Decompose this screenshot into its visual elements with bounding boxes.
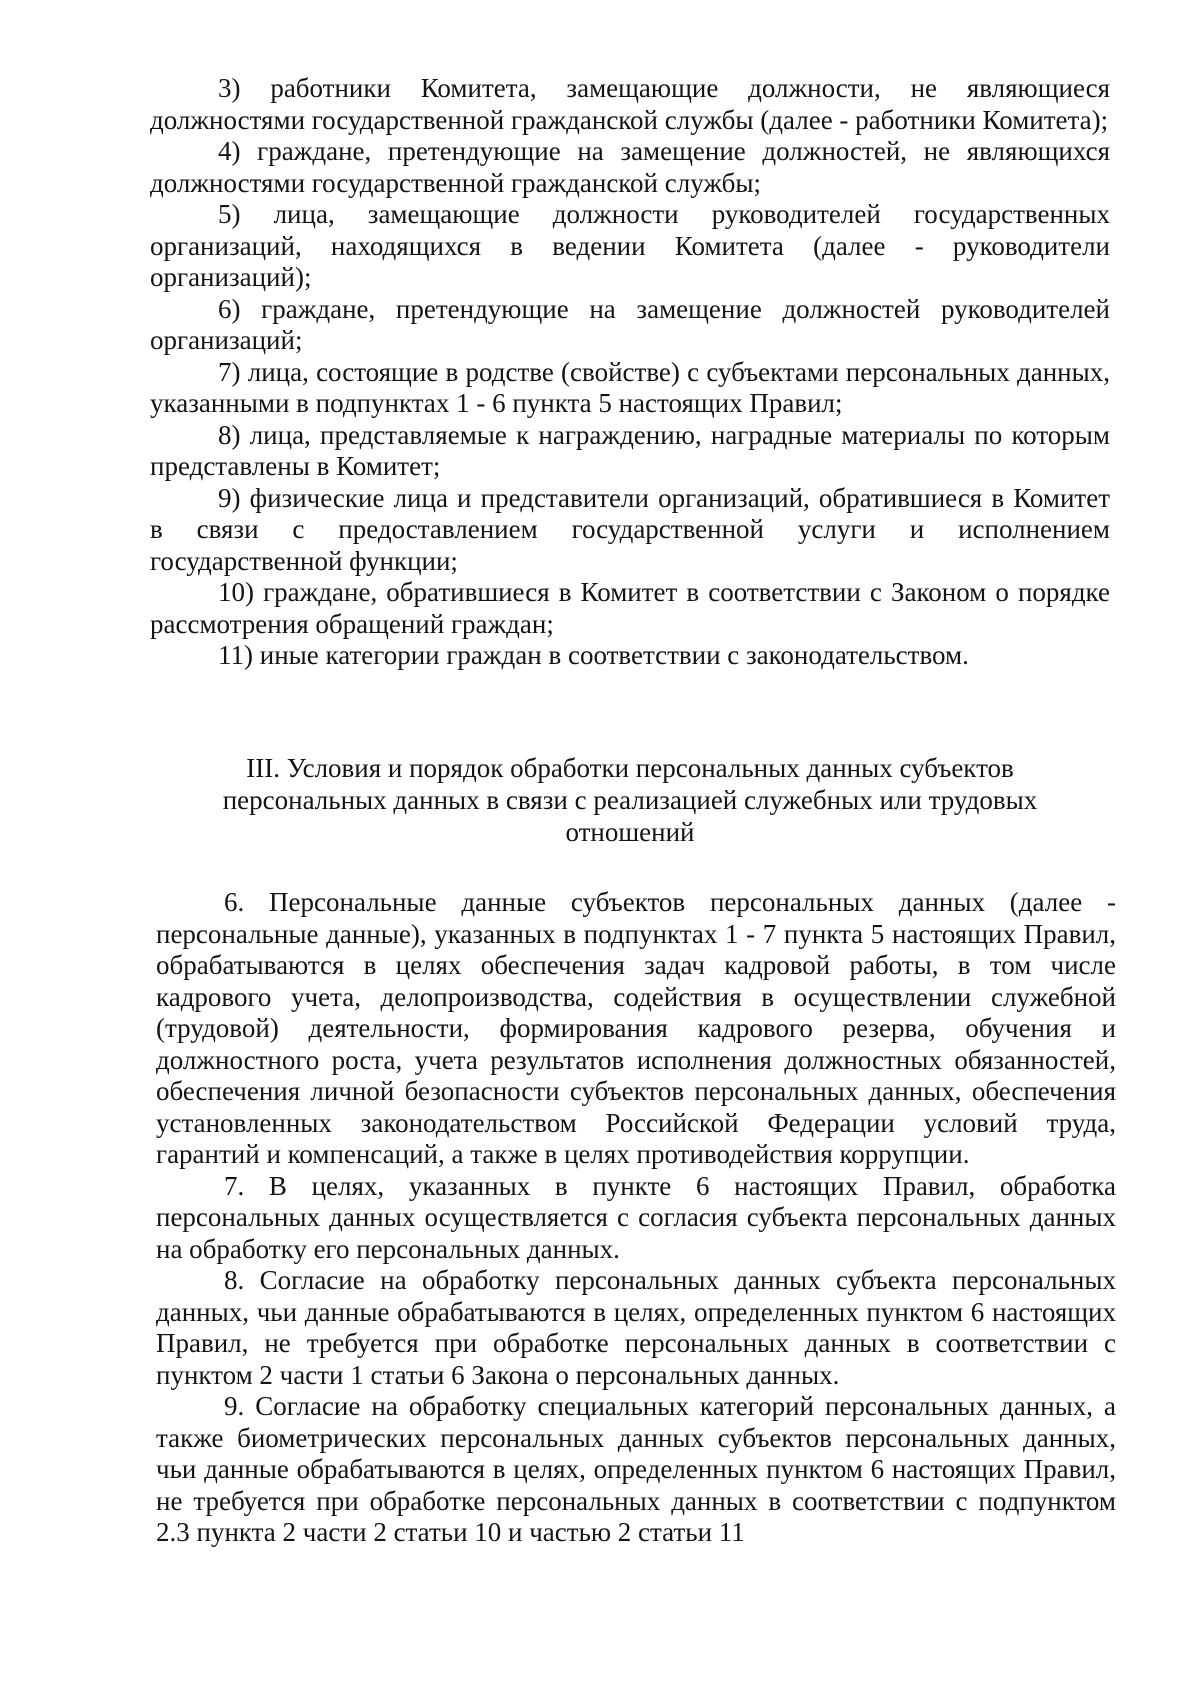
list-item-6: 6) граждане, претендующие на замещение должностей руководителей организаций; [150, 293, 1110, 355]
list-item-8: 8) лица, представляемые к награждению, наградные материалы по которым представлены в Комитет; [150, 419, 1110, 481]
paragraph-6: 6. Персональные данные субъектов персональных данных (далее - персональные данные), указанных в подпунктах 1 - 7 пункта 5 настоящих Правил, обрабатываются в целях обеспечения задач кадровой работы, в том числе кадрового учета, делопроизводства, содействия в осуществлении служебной (трудовой) деятельности, формирования кадрового резерва, обучения и должностного роста, учета результатов исполнения должностных обязанностей, обеспечения личной безопасности субъектов персональных данных, обеспечения установленных законодательством Российской Федерации условий труда, гарантий и компенсаций, а также в целях противодействия коррупции. [156, 887, 1116, 1169]
list-item-4: 4) граждане, претендующие на замещение должностей, не являющихся должностями государственной гражданской службы; [150, 136, 1110, 198]
list-of-subjects [150, 73, 1110, 672]
list-item-5: 5) лица, замещающие должности руководителей государственных организаций, находящихся в ведении Комитета (далее - руководители организаций); [150, 199, 1110, 292]
paragraph-9: 9. Согласие на обработку специальных категорий персональных данных, а также биометрических персональных данных субъектов персональных данных, чьи данные обрабатываются в целях, определенных пунктом 6 настоящих Правил, не требуется при обработке персональных данных в соответствии с подпунктом 2.3 пункта 2 части 2 статьи 10 и частью 2 статьи 11 [156, 1391, 1116, 1547]
list-item-10: 10) граждане, обратившиеся в Комитет в соответствии с Законом о порядке рассмотрения обращений граждан; [150, 577, 1110, 639]
section-heading-line-2: персональных данных в связи с реализацией служебных или трудовых [222, 785, 1038, 815]
list-item-7: 7) лица, состоящие в родстве (свойстве) с субъектами персональных данных, указанными в подпунктах 1 - 6 пункта 5 настоящих Правил; [150, 356, 1110, 418]
section-heading [150, 752, 1110, 848]
paragraph-8: 8. Согласие на обработку персональных данных субъекта персональных данных, чьи данные обрабатываются в целях, определенных пунктом 6 настоящих Правил, не требуется при обработке персональных данных в соответствии с пунктом 2 части 1 статьи 6 Закона о персональных данных. [156, 1265, 1116, 1390]
section-body [156, 887, 1116, 1549]
section-heading-line-1: III. Условия и порядок обработки персональных данных субъектов [246, 753, 1014, 783]
list-item-11: 11) иные категории граждан в соответствии с законодательством. [218, 640, 969, 670]
section-heading-line-3: отношений [565, 817, 695, 847]
paragraph-7: 7. В целях, указанных в пункте 6 настоящих Правил, обработка персональных данных осуществляется с согласия субъекта персональных данных на обработку его персональных данных. [156, 1170, 1116, 1264]
list-item-3: 3) работники Комитета, замещающие должности, не являющиеся должностями государственной гражданской службы (далее - работники Комитета); [150, 73, 1110, 135]
list-item-9: 9) физические лица и представители организаций, обратившиеся в Комитет в связи с предоставлением государственной услуги и исполнением государственной функции; [150, 482, 1110, 576]
